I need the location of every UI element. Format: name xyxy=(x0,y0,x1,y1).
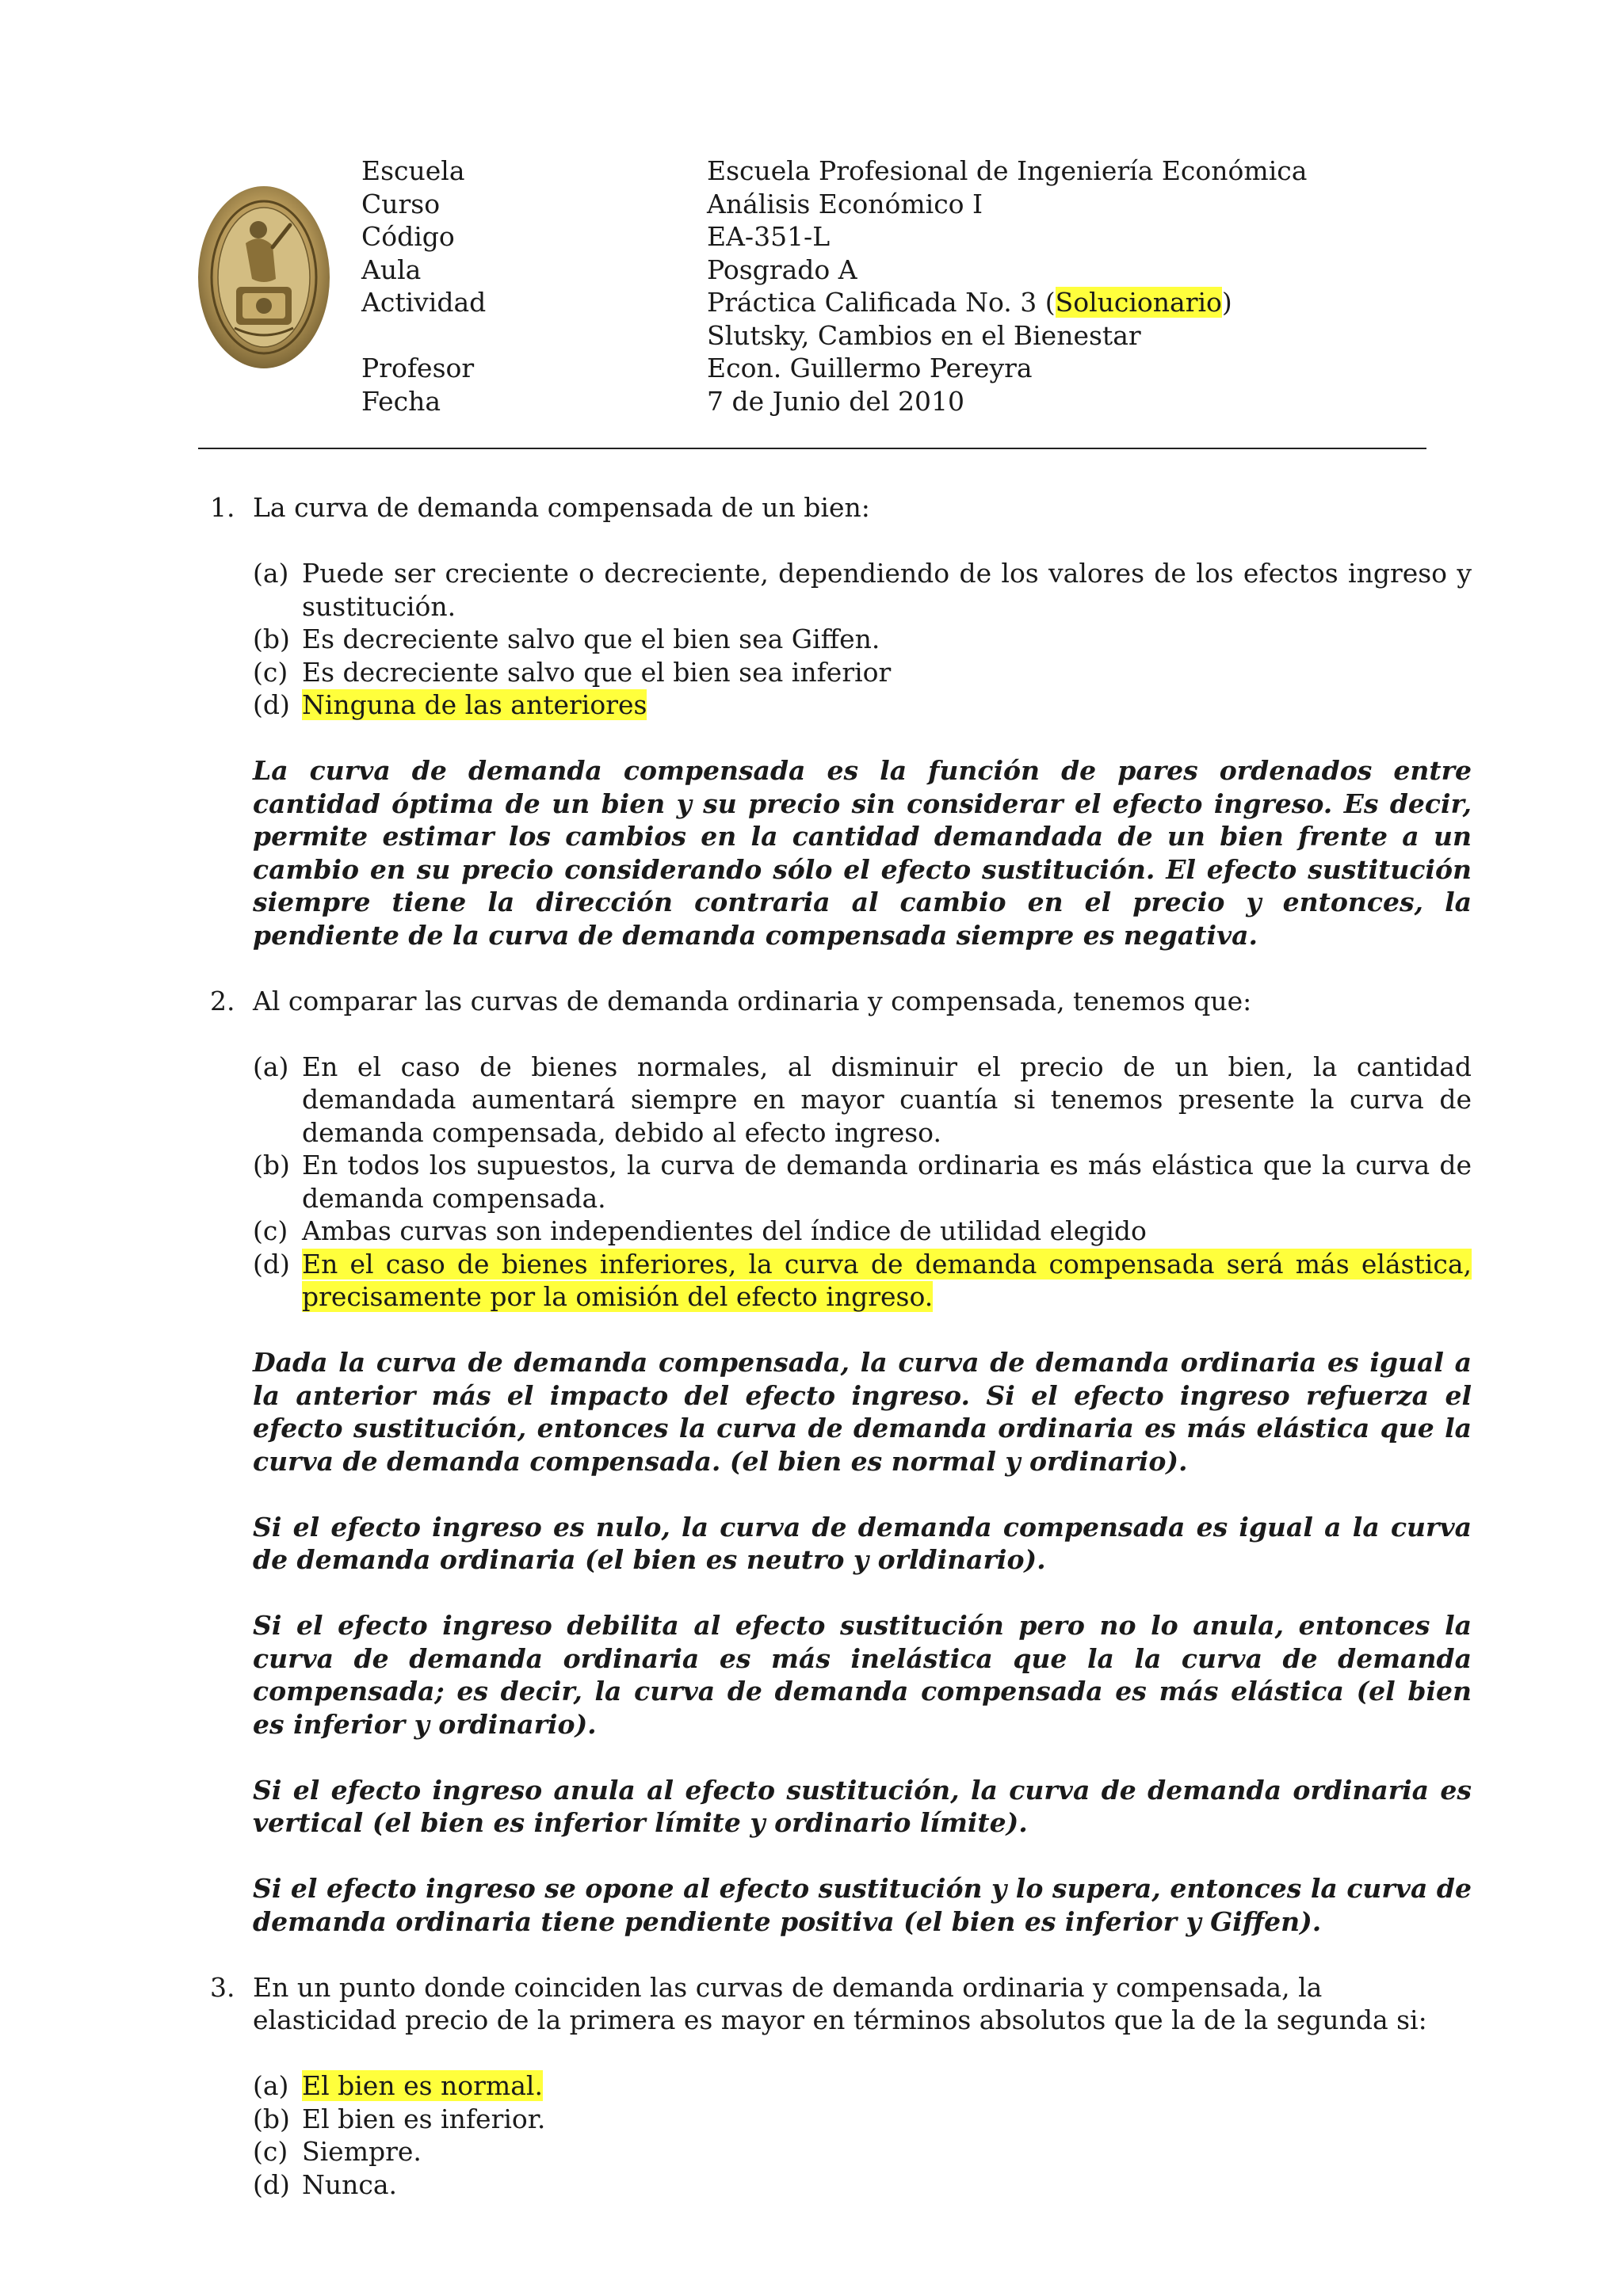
header-key: Aula xyxy=(361,254,422,285)
question-stem xyxy=(210,1971,1472,2037)
option-label: (b) xyxy=(253,624,290,654)
options-list xyxy=(210,557,1472,722)
question-number: 2. xyxy=(210,985,235,1016)
option-text: Siempre. xyxy=(302,2136,422,2167)
header-row-curso xyxy=(361,188,1471,221)
header-value xyxy=(707,286,1232,319)
question-text: En un punto donde coinciden las curvas de demanda ordinaria y compensada, la elasticidad precio de la primera es mayor en términos absolutos que la de la segunda si: xyxy=(253,1971,1427,2035)
option-label: (a) xyxy=(253,1051,289,1082)
header-row-actividad xyxy=(361,286,1471,319)
option-c xyxy=(253,2135,1472,2168)
header-row-escuela xyxy=(361,154,1471,188)
header-key: Profesor xyxy=(361,353,475,383)
question-3 xyxy=(210,1971,1472,2202)
questions-list xyxy=(210,491,1472,2234)
question-text: Al comparar las curvas de demanda ordinaria y compensada, tenemos que: xyxy=(253,985,1252,1016)
option-label: (d) xyxy=(253,2168,290,2200)
header-value: Slutsky, Cambios en el Bienestar xyxy=(707,319,1141,351)
explanation-paragraph: Si el efecto ingreso debilita al efecto sustitución pero no lo anula, entonces la curva de demanda ordinaria es más inelástica que la la curva de demanda compensada; es decir, la curva de demanda compensada es más elástica (el bien es inferior y ordinario). xyxy=(253,1610,1472,1740)
answer-highlight: El bien es normal. xyxy=(302,2070,543,2101)
option-b xyxy=(253,623,1472,656)
option-label: (b) xyxy=(253,2103,290,2134)
option-text: El bien es inferior. xyxy=(302,2103,546,2134)
question-stem xyxy=(210,491,1472,524)
option-a-correct xyxy=(253,2069,1472,2103)
solucionario-highlight: Solucionario xyxy=(1055,287,1222,318)
header-key: Escuela xyxy=(361,155,465,186)
question-number: 1. xyxy=(210,492,235,523)
question-1 xyxy=(210,491,1472,952)
header-row-codigo xyxy=(361,220,1471,254)
explanation-paragraph: La curva de demanda compensada es la función de pares ordenados entre cantidad óptima de un bien y su precio sin considerar el efecto ingreso. Es decir, permite estimar los cambios en la cantidad demandada de un bien frente a un cambio en su precio considerando sólo el efecto sustitución. El efecto sustitución siempre tiene la dirección contraria al cambio en el precio y entonces, la pendiente de la curva de demanda compensada siempre es negativa. xyxy=(253,755,1472,951)
option-label: (c) xyxy=(253,656,288,688)
option-text: Es decreciente salvo que el bien sea Giffen. xyxy=(302,624,880,654)
option-label: (b) xyxy=(253,1150,290,1180)
explanation-paragraph: Si el efecto ingreso se opone al efecto sustitución y lo supera, entonces la curva de demanda ordinaria tiene pendiente positiva (el bien es inferior y Giffen). xyxy=(253,1873,1472,1937)
header-value: Análisis Económico I xyxy=(707,188,983,219)
header-key: Actividad xyxy=(361,287,487,318)
explanation-paragraph: Si el efecto ingreso anula al efecto sustitución, la curva de demanda ordinaria es vertical (el bien es inferior límite y ordinario límite). xyxy=(253,1774,1472,1838)
explanation-paragraph: Si el efecto ingreso es nulo, la curva de demanda compensada es igual a la curva de demanda ordinaria (el bien es neutro y orldinario). xyxy=(253,1511,1472,1575)
options-list xyxy=(210,2069,1472,2201)
question-text: La curva de demanda compensada de un bien: xyxy=(253,492,870,523)
option-c xyxy=(253,656,1472,689)
option-label: (a) xyxy=(253,2070,289,2101)
option-label: (d) xyxy=(253,689,290,720)
option-text: En el caso de bienes normales, al disminuir el precio de un bien, la cantidad demandada aumentará siempre en mayor cuantía si tenemos presente la curva de demanda compensada, debido al efecto ingreso. xyxy=(302,1051,1472,1148)
option-a xyxy=(253,557,1472,623)
header-row-fecha xyxy=(361,385,1471,418)
option-text: Nunca. xyxy=(302,2168,398,2200)
header-row-subtitle xyxy=(361,319,1471,353)
option-text: Puede ser creciente o decreciente, dependiendo de los valores de los efectos ingreso y sustitución. xyxy=(302,558,1472,622)
activity-prefix: Práctica Calificada No. 3 ( xyxy=(707,287,1056,318)
answer-highlight: En el caso de bienes inferiores, la curva de demanda compensada será más elástica, precisamente por la omisión del efecto ingreso. xyxy=(302,1248,1472,1312)
option-d-correct xyxy=(253,688,1472,722)
header-row-aula xyxy=(361,254,1471,287)
option-a xyxy=(253,1051,1472,1150)
option-text: Ambas curvas son independientes del índice de utilidad elegido xyxy=(302,1215,1147,1246)
activity-suffix: ) xyxy=(1221,287,1232,318)
option-label: (c) xyxy=(253,1215,288,1246)
header-divider xyxy=(198,448,1426,449)
header-info-table xyxy=(361,154,1471,418)
option-c xyxy=(253,1215,1472,1248)
header-row-profesor xyxy=(361,352,1471,385)
header-key: Curso xyxy=(361,188,441,219)
option-d-correct xyxy=(253,1248,1472,1314)
university-seal-logo xyxy=(197,184,331,371)
header-value: Posgrado A xyxy=(707,254,857,285)
option-b xyxy=(253,1149,1472,1215)
option-text-highlighted xyxy=(302,688,1472,722)
header-value: EA-351-L xyxy=(707,221,831,252)
question-2 xyxy=(210,985,1472,1939)
header-key: Código xyxy=(361,221,455,252)
question-stem xyxy=(210,985,1472,1018)
explanation-paragraph: Dada la curva de demanda compensada, la curva de demanda ordinaria es igual a la anterior más el impacto del efecto ingreso. Si el efecto ingreso refuerza el efecto sustitución, entonces la curva de demanda ordinaria es más elástica que la curva de demanda compensada. (el bien es normal y ordinario). xyxy=(253,1347,1472,1477)
option-text-highlighted xyxy=(302,2069,1472,2103)
question-number: 3. xyxy=(210,1971,235,2003)
header-key xyxy=(361,319,707,353)
option-text: Es decreciente salvo que el bien sea inferior xyxy=(302,656,892,688)
header-value: 7 de Junio del 2010 xyxy=(707,385,964,417)
header-value: Escuela Profesional de Ingeniería Económica xyxy=(707,155,1308,186)
option-label: (c) xyxy=(253,2136,288,2167)
option-label: (d) xyxy=(253,1248,290,1280)
header-value: Econ. Guillermo Pereyra xyxy=(707,353,1033,383)
option-label: (a) xyxy=(253,558,289,589)
option-text-highlighted xyxy=(302,1248,1472,1314)
option-d xyxy=(253,2168,1472,2202)
header-key: Fecha xyxy=(361,385,441,417)
option-text: En todos los supuestos, la curva de demanda ordinaria es más elástica que la curva de demanda compensada. xyxy=(302,1150,1472,1214)
options-list xyxy=(210,1051,1472,1314)
answer-highlight: Ninguna de las anteriores xyxy=(302,689,647,720)
option-b xyxy=(253,2103,1472,2136)
